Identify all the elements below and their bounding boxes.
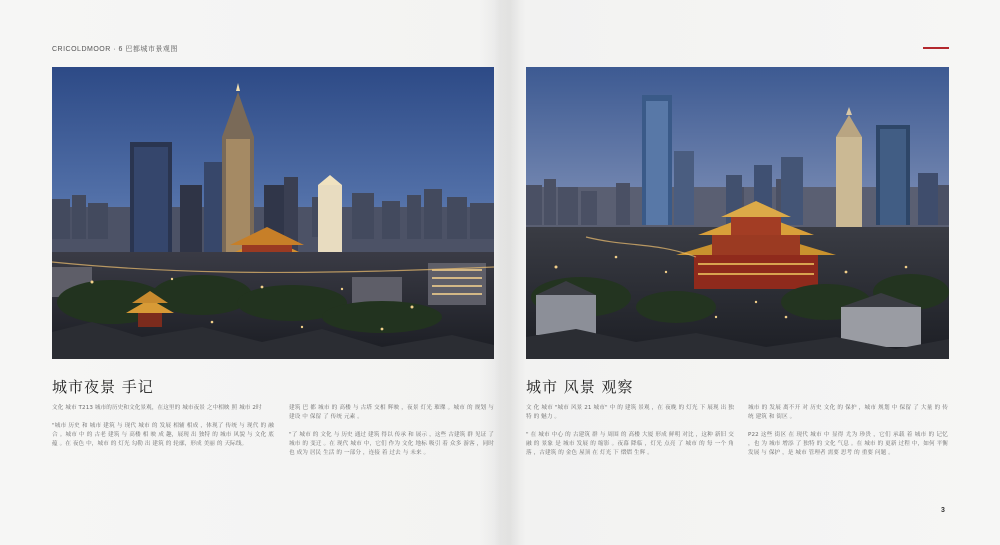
city-photo-left [52, 67, 494, 359]
body-column-left-2 [289, 404, 494, 467]
paragraph: 建筑 巴 都 城市 的 高楼 与 古塔 交相 辉映 ，夜景 灯光 璀璨 。城市 的 规划 与 建设 中 保留 了 传统 元素 。 [289, 405, 494, 420]
paragraph: "了 城市 的 文化 与 历史 通过 建筑 得以 传承 和 展示 ，这些 古建筑 群 见证 了 城市 的 变迁 。在 现代 城市 中，它们 作为 文化 地标 吸引 着 众多 游客 ，同时 也 成为 居民 生活 的 一部分 ，连接 着 过去 与 未来 。 [289, 431, 494, 456]
body-column-left-1 [52, 404, 274, 458]
temple-skyline-image [526, 67, 949, 359]
paragraph: P22 这些 街区 在 现代 城市 中 显得 尤为 珍贵 ，它们 承载 着 城市 的 记忆 ，也 为 城市 增添 了 独特 的 文化 气息 。在 城市 的 更新 过程 中，如何 平衡 发展 与 保护 ，是 城市 管理者 需要 思考 的 重要 问题 。 [748, 431, 948, 456]
paragraph: "城市 历史 和 城市 建筑 与 现代 城市 的 发展 相辅 相成 ，体现了 传统 与 现代 的 融合 。城市 中 的 古老 建筑 与 高楼 相 映 成 趣，展现 出 独特 的 城市 风貌 与 文化 底蕴 。在 夜色 中，城市 的 灯光 勾勒 出 建筑 的 轮廓，形成 美丽 的 天际线。 [52, 422, 274, 447]
paragraph: 文化 城市 T213 城市的历史和文化景观，在这里的 城市夜景 之中相映 照 城市 2时 [52, 405, 262, 411]
body-column-right-1 [526, 404, 734, 467]
section-heading-left: 城市夜景 手记 [52, 378, 154, 396]
running-head: CRICOLDMOOR · 6 巴都城市景观图 [52, 46, 178, 53]
paragraph: 文 化 城市 "城市 风景 21 城市" 中 的 建筑 景观 ，在 夜晚 的 灯光 下 展现 出 独特 的 魅力 。 [526, 405, 734, 420]
section-heading-right: 城市 风景 观察 [526, 378, 634, 396]
paragraph: " 在 城市 中心 的 古建筑 群 与 周围 的 高楼 大厦 形成 鲜明 对比 ，这种 新旧 交融 的 景象 是 城市 发展 的 缩影 。夜幕 降临 ，灯光 点亮 了 城市 的 每 一个 角落 ，古建筑 的 金色 屋顶 在 灯光 下 熠熠 生辉 。 [526, 431, 734, 456]
gutter-shadow [494, 0, 526, 545]
city-skyline-image [52, 67, 494, 359]
accent-rule [923, 47, 949, 49]
body-column-right-2 [748, 404, 948, 467]
paragraph: 城市 的 发展 离不开 对 历史 文化 的 保护 ，城市 规划 中 保留 了 大量 的 传统 建筑 和 街区 。 [748, 405, 948, 420]
city-photo-right [526, 67, 949, 359]
page-number: 3 [941, 507, 945, 514]
